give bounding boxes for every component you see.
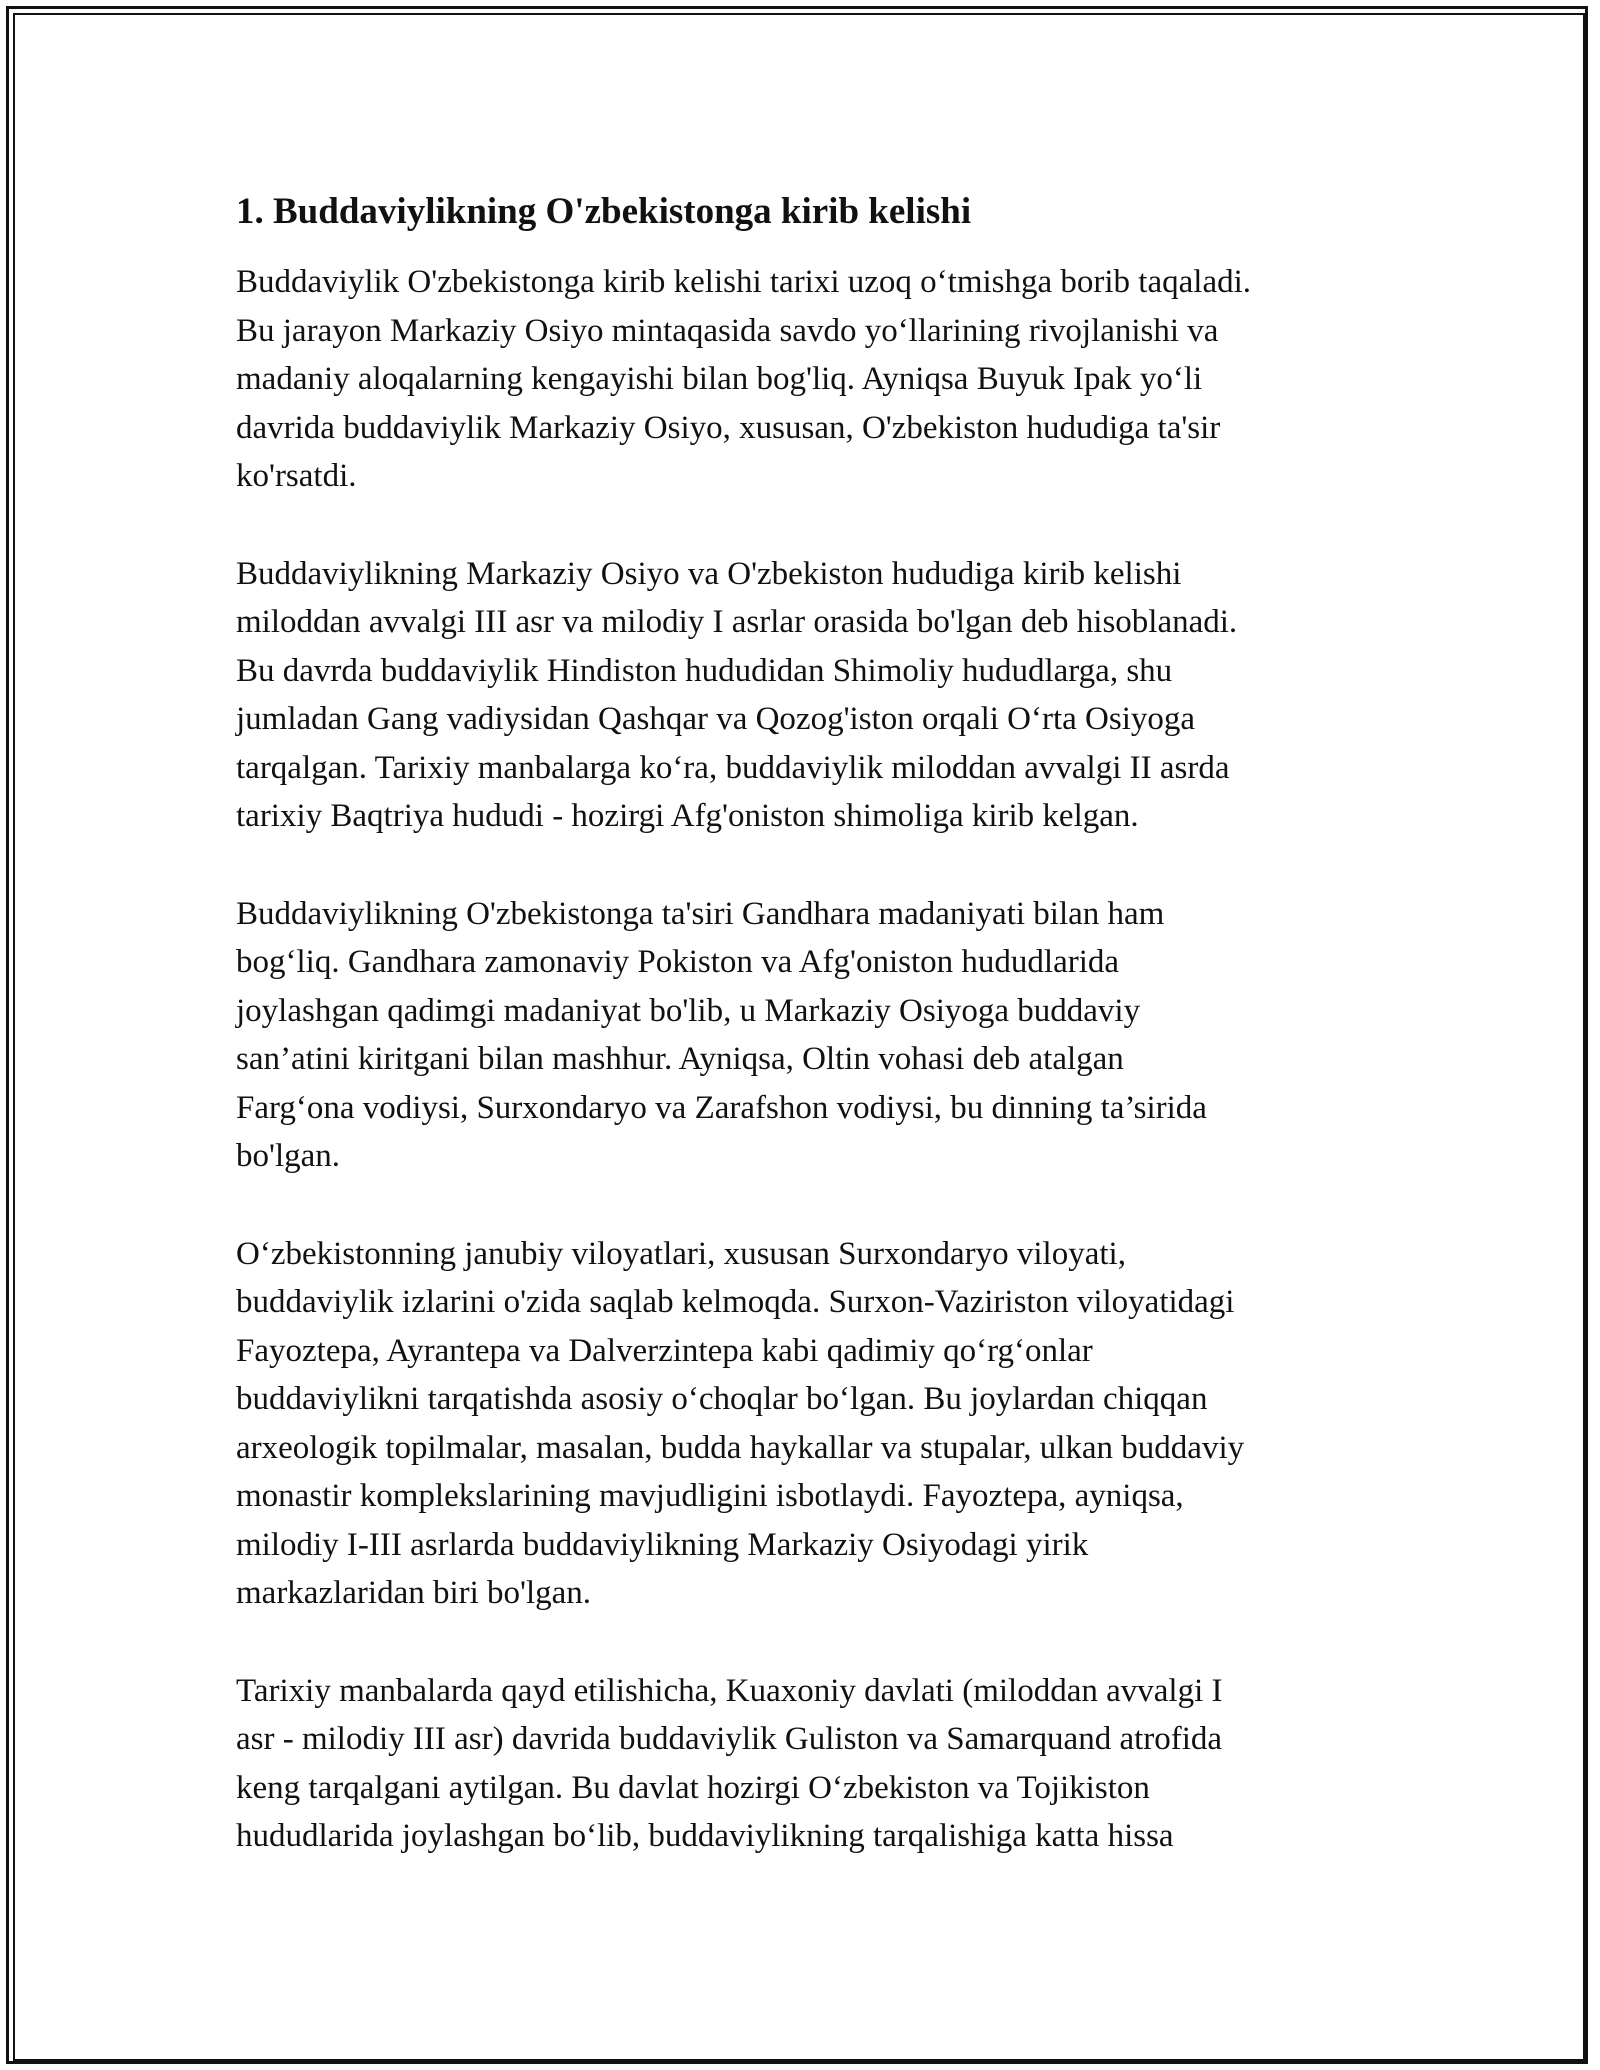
text-line: milodiy I-III asrlarda buddaviylikning Markaziy Osiyodagi yirik <box>236 1526 1089 1563</box>
paragraph-2 <box>236 550 1376 841</box>
text-line: jumladan Gang vadiysidan Qashqar va Qozog'iston orqali O‘rta Osiyoga <box>236 701 1196 737</box>
text-line: joylashgan qadimgi madaniyat bo'lib, u Markaziy Osiyoga buddaviy <box>236 992 1141 1029</box>
text-line: bo'lgan. <box>236 1138 341 1174</box>
paragraph-5 <box>236 1667 1376 1861</box>
text-line: Buddaviylik O'zbekistonga kirib kelishi tarixi uzoq o‘tmishga borib taqaladi. <box>236 264 1252 300</box>
text-line: buddaviylikni tarqatishda asosiy o‘choqlar bo‘lgan. Bu joylardan chiqqan <box>236 1381 1208 1417</box>
text-line: madaniy aloqalarning kengayishi bilan bog'liq. Ayniqsa Buyuk Ipak yo‘li <box>236 361 1203 397</box>
text-line: buddaviylik izlarini o'zida saqlab kelmoqda. Surxon-Vaziriston viloyatidagi <box>236 1284 1235 1320</box>
text-line: O‘zbekistonning janubiy viloyatlari, xususan Surxondaryo viloyati, <box>236 1235 1126 1272</box>
text-line: arxeologik topilmalar, masalan, budda haykallar va stupalar, ulkan buddaviy <box>236 1429 1245 1466</box>
text-line: Fayoztepa, Ayrantepa va Dalverzintepa kabi qadimiy qo‘rg‘onlar <box>236 1332 1093 1369</box>
text-line: tarixiy Baqtriya hududi - hozirgi Afg'oniston shimoliga kirib kelgan. <box>236 798 1139 834</box>
text-line: tarqalgan. Tarixiy manbalarga ko‘ra, buddaviylik miloddan avvalgi II asrda <box>236 749 1230 786</box>
text-line: bog‘liq. Gandhara zamonaviy Pokiston va Afg'oniston hududlarida <box>236 944 1120 980</box>
text-line: Bu jarayon Markaziy Osiyo mintaqasida savdo yo‘llarining rivojlanishi va <box>236 312 1219 349</box>
text-line: san’atini kiritgani bilan mashhur. Ayniqsa, Oltin vohasi deb atalgan <box>236 1041 1124 1077</box>
text-line: asr - milodiy III asr) davrida buddaviylik Guliston va Samarquand atrofida <box>236 1721 1223 1757</box>
section-heading: 1. Buddaviylikning O'zbekistonga kirib kelishi <box>236 191 972 232</box>
paragraph-1 <box>236 258 1376 501</box>
text-line: keng tarqalgani aytilgan. Bu davlat hozirgi O‘zbekiston va Tojikiston <box>236 1769 1150 1806</box>
text-line: ko'rsatdi. <box>236 458 357 494</box>
text-line: Bu davrda buddaviylik Hindiston hududidan Shimoliy hududlarga, shu <box>236 652 1173 689</box>
text-line: Tarixiy manbalarda qayd etilishicha, Kuaxoniy davlati (miloddan avvalgi I <box>236 1672 1223 1709</box>
document-body <box>236 188 1376 1910</box>
text-line: monastir komplekslarining mavjudligini isbotlaydi. Fayoztepa, ayniqsa, <box>236 1478 1184 1514</box>
text-line: Buddaviylikning Markaziy Osiyo va O'zbekiston hududiga kirib kelishi <box>236 555 1182 592</box>
paragraph-4 <box>236 1230 1376 1618</box>
text-line: markazlaridan biri bo'lgan. <box>236 1575 592 1611</box>
paragraph-3 <box>236 890 1376 1181</box>
text-line: davrida buddaviylik Markaziy Osiyo, xususan, O'zbekiston hududiga ta'sir <box>236 409 1221 446</box>
text-line: Farg‘ona vodiysi, Surxondaryo va Zarafshon vodiysi, bu dinning ta’sirida <box>236 1089 1207 1126</box>
text-line: Buddaviylikning O'zbekistonga ta'siri Gandhara madaniyati bilan ham <box>236 895 1165 932</box>
text-line: miloddan avvalgi III asr va milodiy I asrlar orasida bo'lgan deb hisoblanadi. <box>236 604 1238 640</box>
text-line: hududlarida joylashgan bo‘lib, buddaviylikning tarqalishiga katta hissa <box>236 1818 1174 1854</box>
